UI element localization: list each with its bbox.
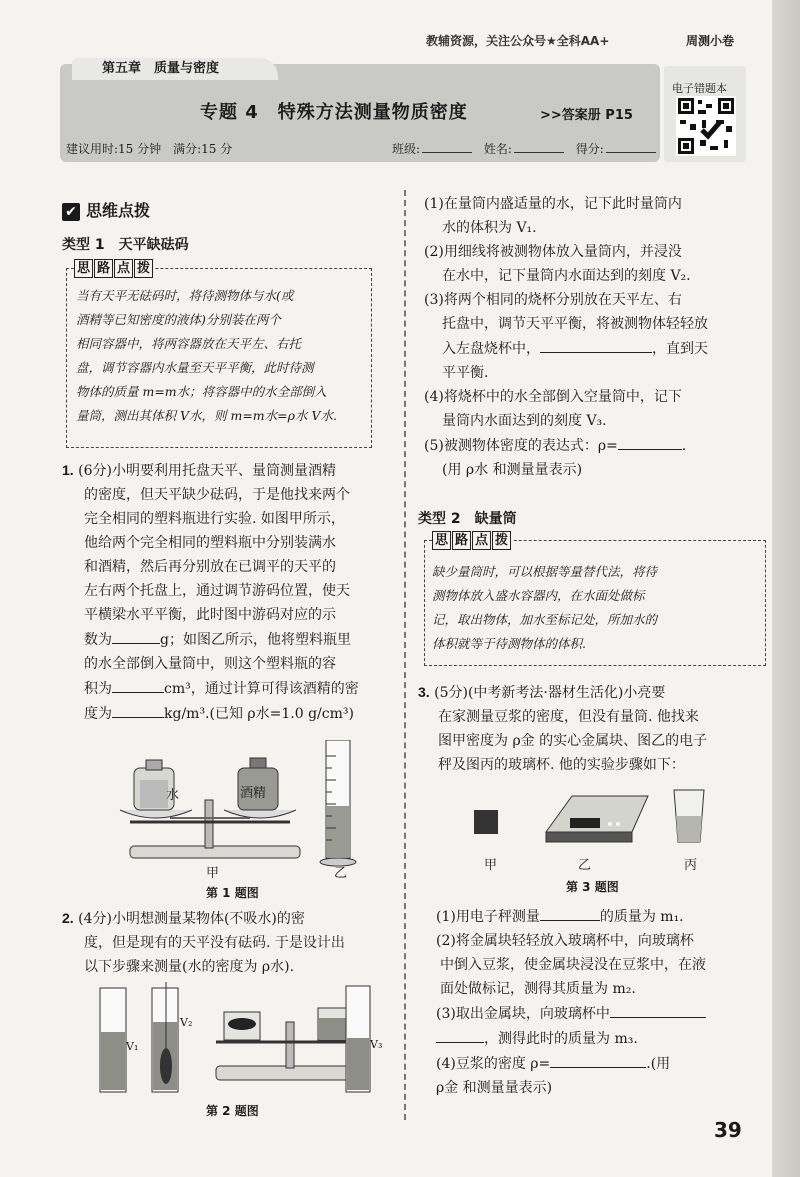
figure-1-jia-label: 甲	[206, 866, 220, 881]
type2-title: 类型 2 缺量筒	[418, 511, 517, 527]
figure-1-caption: 第 1 题图	[206, 886, 259, 900]
topic-title: 专题 4 特殊方法测量物质密度	[200, 102, 468, 123]
answer-blank-3a[interactable]	[540, 904, 600, 921]
page-edge	[772, 0, 800, 1177]
hint-tag-2: 思 路 点 拨	[432, 531, 512, 550]
hint-text-2: 缺少量筒时，可以根据等量替代法，将待 测物体放入盛水容器内，在水面处做标 记，取出物体，加水至标记处，所加水的 体积就等于待测物体的体积.	[432, 564, 658, 651]
question-1-number: 1.	[62, 462, 74, 478]
figure-3-bing-label: 丙	[684, 858, 698, 873]
column-divider	[404, 190, 406, 1120]
question-2: 2. (4分)小明想测量某物体(不吸水)的密 度，但是现有的天平没有砝码. 于是设计出 以下步骤来测量(水的密度为 ρ水).	[62, 910, 345, 975]
figure-1-water-label: 水	[166, 788, 180, 803]
type1-title: 类型 1 天平缺砝码	[62, 237, 189, 253]
class-label: 班级:	[392, 142, 421, 156]
figure-2-v1-label: V₁	[126, 1040, 139, 1053]
answer-blank-3b[interactable]	[610, 1001, 706, 1018]
page-number: 39	[714, 1118, 742, 1142]
qr-label: 电子错题本	[672, 82, 727, 95]
question-3-number: 3.	[418, 684, 430, 700]
top-note: 教辅资源，关注公众号★全科AA+	[426, 34, 610, 48]
figure-1-yi-label: 乙	[334, 866, 348, 881]
question-2-number: 2.	[62, 910, 74, 926]
answer-blank-2b[interactable]	[618, 433, 682, 450]
answer-blank-1b[interactable]	[112, 676, 164, 693]
student-info	[392, 140, 664, 157]
answer-blank-3d[interactable]	[550, 1051, 646, 1068]
answer-blank-1a[interactable]	[112, 627, 160, 644]
name-label: 姓名:	[483, 142, 512, 156]
figure-3-yi-label: 乙	[578, 858, 592, 873]
checkbox-icon: ✔	[62, 203, 80, 221]
metal-block-icon	[474, 810, 498, 834]
figure-3-caption: 第 3 题图	[566, 880, 619, 894]
name-blank	[514, 140, 564, 153]
question-2-steps: (1)在量筒内盛适量的水，记下此时量筒内 水的体积为 V₁. (2)用细线将被测物体放入量筒内，并浸没 在水中，记下量筒内水面达到的刻度 V₂. (3)将两个相同的烧杯分别放在天平左、右 托盘中，调节天平平衡，将被测物体轻轻放 入左盘烧杯中， ，直到天 平平衡. (4)将烧杯中的水全部倒入空量筒中，记下 量筒内水面达到的刻度 V₃. (5)被测物体密度的表达式：ρ= . (用 ρ水 和测量量表示)	[424, 196, 708, 478]
section-heading: ✔ 思维点拨	[62, 198, 150, 221]
class-blank	[422, 140, 472, 153]
chapter-tab: 第五章 质量与密度	[72, 58, 278, 80]
answer-blank-3c[interactable]	[436, 1026, 484, 1043]
figure-3-jia-label: 甲	[484, 858, 498, 873]
figure-1-alcohol-label: 酒精	[240, 786, 267, 801]
figure-3-items	[460, 780, 740, 858]
figure-1-balance	[100, 740, 380, 880]
question-3-steps: (1)用电子秤测量 的质量为 m₁. (2)将金属块轻轻放入玻璃杯中，向玻璃杯 中倒入豆浆，使金属块浸没在豆浆中，在液 面处做标记，测得其质量为 m₂. (3)取出金属块，向玻璃杯中 ，测得此时的质量为 m₃. (4)豆浆的密度 ρ= .(用 ρ金 和测量量表示)	[436, 904, 770, 1100]
hint-tag-1: 思 路 点 拨	[74, 259, 154, 278]
answer-reference: >>答案册 P15	[540, 108, 633, 123]
score-blank	[606, 140, 656, 153]
hint-text-1: 当有天平无砝码时，将待测物体与水(或 酒精等已知密度的液体)分别装在两个 相同容器中，将两容器放在天平左、右托 盘，调节容器内水量至天平平衡，此时待测 物体的质量 m=m水；将容器中的水全部倒入 量筒，测出其体积 V水，则 m=m水=ρ水 V水.	[76, 288, 337, 423]
question-3: 3. (5分)(中考新考法·器材生活化)小亮要 在家测量豆浆的密度，但没有量筒. 他找来 图甲密度为 ρ金 的实心金属块、图乙的电子 秤及图丙的玻璃杯. 他的实验步骤如下：	[418, 684, 708, 773]
suggested-time: 建议用时:15 分钟 满分:15 分	[66, 142, 233, 156]
figure-2-v3-label: V₃	[370, 1038, 383, 1051]
answer-blank-1c[interactable]	[112, 701, 164, 718]
score-label: 得分:	[575, 142, 604, 156]
figure-2-v2-label: V₂	[180, 1016, 193, 1029]
figure-2-apparatus	[96, 982, 396, 1100]
qr-code-icon	[676, 96, 736, 156]
answer-blank-2a[interactable]	[540, 336, 652, 353]
series-label: 周测小卷	[686, 34, 735, 48]
question-1: 1. (6分)小明要利用托盘天平、量筒测量酒精 的密度，但天平缺少砝码，于是他找来两个 完全相同的塑料瓶进行实验. 如图甲所示， 他给两个完全相同的塑料瓶中分别装满水 和酒精，然后再分别放在已调平的天平的 左右两个托盘上，通过调节游码位置，使天 平横梁水平平衡，此时图中游码对应的示 数为 g；如图乙所示，他将塑料瓶里 的水全部倒入量筒中，则这个塑料瓶的容 积为 cm³，通过计算可得该酒精的密 度为 kg/m³.(已知 ρ水=1.0 g/cm³)	[62, 462, 359, 722]
figure-2-caption: 第 2 题图	[206, 1104, 259, 1118]
